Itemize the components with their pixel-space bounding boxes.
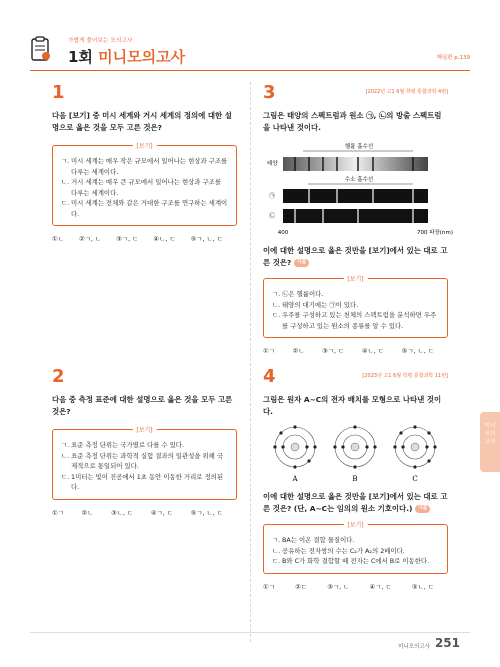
question-4 <box>263 368 448 591</box>
choice-4[interactable]: ④ㄱ, ㄷ <box>369 582 392 591</box>
reference-page: 핵심편 p.139 <box>436 55 470 61</box>
choice-3[interactable]: ③ㄱ, ㄷ <box>322 347 345 355</box>
bogi-item: ㄱ. ㉡은 헬륨이다. <box>272 290 324 298</box>
page-title <box>68 46 185 67</box>
element-b-spectrum <box>283 209 428 223</box>
question-text: 다음 [보기] 중 미시 세계와 거시 세계의 정의에 대한 설명으로 옳은 것을 모두 고른 것은? <box>52 111 232 132</box>
question-prompt: 이에 대한 설명으로 옳은 것만을 [보기]에서 있는 대로 고른 것은? 기출 <box>263 246 448 267</box>
column-divider <box>250 82 251 642</box>
question-text: 다음 중 측정 표준에 대한 설명으로 옳은 것을 모두 고른 것은? <box>52 395 233 416</box>
answer-choices <box>52 508 237 517</box>
bogi-item: ㄴ. 태양의 대기에는 ㉠이 있다. <box>272 300 359 309</box>
question-1 <box>52 84 237 243</box>
exam-badge: 기출 <box>294 259 309 267</box>
element-a-label: ㉠ <box>269 193 276 200</box>
atom-a-label: A <box>292 475 298 483</box>
question-text: 그림은 태양의 스펙트럼과 원소 ㉠, ㉡의 방출 스펙트럼을 나타낸 것이다. <box>263 111 442 132</box>
footer-divider <box>30 632 470 633</box>
bogi-item: ㄱ. 미시 세계는 매우 작은 규모에서 일어나는 현상과 구조를 다루는 세계이다. <box>61 157 228 176</box>
side-tab-line-1: 미니 <box>484 423 496 429</box>
question-source: [2022년 고1 6월 학평 통합과학 4번] <box>365 89 448 95</box>
question-3 <box>263 82 454 355</box>
bogi-item: ㄷ. 미시 세계는 전체와 같은 거대한 구조를 연구하는 세계이다. <box>61 199 228 218</box>
question-number: 3 <box>263 82 276 103</box>
bogi-box <box>52 145 237 226</box>
choice-1[interactable]: ①ㄱ <box>263 347 275 355</box>
choice-5[interactable]: ⑤ㄱ, ㄴ, ㄷ <box>190 235 223 243</box>
page-header <box>30 30 470 72</box>
atom-models-figure <box>263 423 448 485</box>
bogi-label: [보기] <box>132 141 156 150</box>
bogi-item: ㄷ. 1미터는 빛이 진공에서 1초 동안 이동한 거리로 정의된다. <box>61 472 223 491</box>
axis-min-label: 400 <box>277 230 289 236</box>
exam-badge: 기출 <box>415 505 430 513</box>
bogi-label: [보기] <box>343 274 367 283</box>
choice-2[interactable]: ②ㄴ <box>292 347 305 355</box>
side-tab-line-2: 모의 <box>484 431 496 437</box>
footer-section-label: 미니모의고사 <box>398 644 430 650</box>
choice-1[interactable]: ①ㄴ <box>52 235 64 243</box>
bogi-item: ㄱ. BA는 이온 결합 물질이다. <box>272 536 355 544</box>
element-b-label: ㉡ <box>269 213 276 220</box>
atom-b <box>333 425 376 468</box>
bogi-item: ㄷ. B와 C가 화학 결합할 때 전자는 C에서 B로 이동한다. <box>272 557 430 565</box>
choice-3[interactable]: ③ㄴ, ㄷ <box>111 508 134 517</box>
choice-5[interactable]: ⑤ㄴ, ㄷ <box>411 582 434 591</box>
title-prefix: 1회 <box>68 48 93 66</box>
choice-5[interactable]: ⑤ㄱ, ㄴ, ㄷ <box>190 508 223 517</box>
answer-choices <box>263 346 448 355</box>
choice-3[interactable]: ③ㄱ, ㄴ <box>327 582 350 591</box>
question-source: [2023년 고1 6월 학평 통합과학 11번] <box>362 373 448 379</box>
axis-max-label: 700 파장(nm) <box>416 230 454 236</box>
choice-4[interactable]: ④ㄱ, ㄷ <box>150 508 173 517</box>
question-text: 그림은 원자 A~C의 전자 배치를 모형으로 나타낸 것이다. <box>263 395 442 416</box>
section-side-tab[interactable] <box>480 412 500 472</box>
side-tab-line-3: 고사 <box>484 439 496 445</box>
atom-c-label: C <box>412 475 418 483</box>
atom-a <box>273 425 316 468</box>
bogi-item: ㄷ. 우주를 구성하고 있는 천체의 스펙트럼을 분석하면 우주를 구성하고 있는 원소의 종류를 알 수 있다. <box>272 311 437 330</box>
choice-3[interactable]: ③ㄱ, ㄷ <box>116 235 139 243</box>
question-number: 4 <box>263 366 276 387</box>
choice-2[interactable]: ②ㄷ <box>295 582 307 591</box>
choice-2[interactable]: ②ㄴ <box>81 508 94 517</box>
page-number: 251 <box>434 636 460 650</box>
bogi-item: ㄴ. 거시 세계는 매우 큰 규모에서 일어나는 현상과 구조를 다루는 세계이다. <box>61 178 222 197</box>
question-prompt: 이에 대한 설명으로 옳은 것만을 [보기]에서 있는 대로 고른 것은? (단, A~C는 임의의 원소 기호이다.) 기출 <box>263 492 448 513</box>
helium-label: 헬륨 흡수선 <box>344 144 374 150</box>
bogi-item: ㄴ. 표준 측정 단위는 과학적 실험 결과의 일관성을 위해 국제적으로 통일되어 있다. <box>61 451 224 470</box>
bogi-box <box>52 429 237 500</box>
question-number: 2 <box>52 366 65 387</box>
bogi-label: [보기] <box>132 425 156 434</box>
question-number: 1 <box>52 82 65 103</box>
choice-1[interactable]: ①ㄱ <box>263 582 275 591</box>
spectrum-figure <box>263 139 454 239</box>
element-a-spectrum <box>283 189 428 203</box>
choice-1[interactable]: ①ㄱ <box>52 508 64 517</box>
choice-2[interactable]: ②ㄱ, ㄴ <box>78 235 102 243</box>
atom-c <box>393 425 436 468</box>
answer-choices <box>263 582 448 591</box>
bogi-label: [보기] <box>343 520 367 529</box>
hydrogen-label: 수소 흡수선 <box>344 177 374 183</box>
sun-row-label: 태양 <box>267 161 278 167</box>
bogi-box <box>263 524 448 574</box>
bogi-item: ㄱ. 표준 측정 단위는 국가별로 다를 수 있다. <box>61 441 184 449</box>
header-subtitle: 가볍게 풀어보는 모의고사 <box>68 38 133 44</box>
choice-4[interactable]: ④ㄴ, ㄷ <box>361 347 384 355</box>
bogi-box <box>263 278 448 338</box>
answer-choices <box>52 234 237 243</box>
clipboard-icon <box>30 36 52 62</box>
choice-4[interactable]: ④ㄴ, ㄷ <box>153 235 176 243</box>
atom-b-label: B <box>352 475 358 483</box>
question-2 <box>52 368 237 517</box>
header-divider <box>30 70 470 71</box>
sun-spectrum <box>283 157 428 171</box>
title-main: 미니모의고사 <box>98 48 186 66</box>
choice-5[interactable]: ⑤ㄱ, ㄴ, ㄷ <box>401 347 434 355</box>
bogi-item: ㄴ. 공유하는 전자쌍의 수는 C₂가 A₂의 2배이다. <box>272 546 405 555</box>
